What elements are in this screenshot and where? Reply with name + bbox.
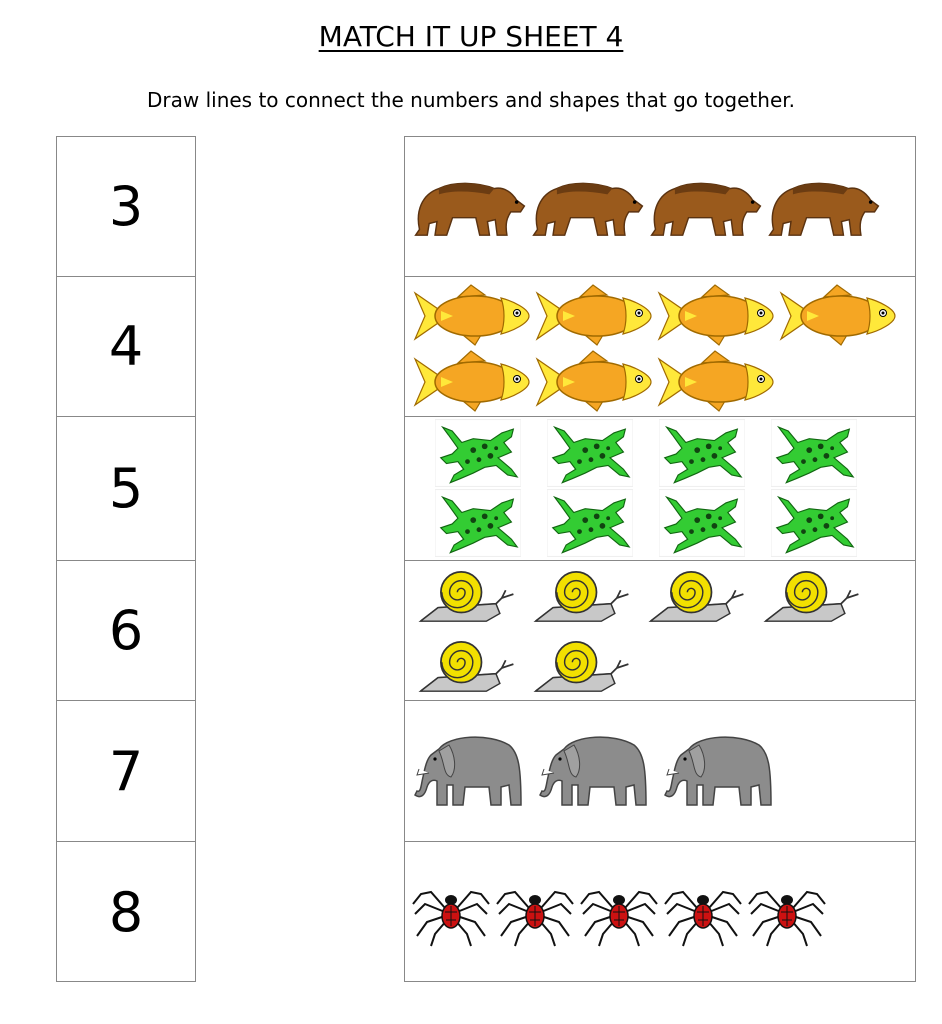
frog-icon (659, 419, 745, 491)
instructions: Draw lines to connect the numbers and shapes that go together. (146, 88, 796, 112)
number-cell[interactable]: 8 (108, 881, 144, 944)
number-cell[interactable]: 6 (57, 561, 195, 701)
snail-icon (762, 569, 862, 631)
picture-cell[interactable] (405, 701, 915, 842)
worksheet-title: MATCH IT UP SHEET 4 (318, 20, 624, 53)
spider-icon (411, 878, 491, 952)
snail-icon (647, 569, 747, 631)
frog-icon (547, 419, 633, 491)
bear-icon (765, 173, 883, 245)
snail-icon (417, 639, 517, 701)
elephant-icon (409, 729, 529, 817)
fish-icon (535, 349, 655, 417)
frog-icon (771, 489, 857, 561)
spider-icon (495, 878, 575, 952)
snail-icon (532, 569, 632, 631)
picture-cell[interactable] (405, 561, 915, 701)
picture-cell[interactable] (405, 277, 915, 417)
bear-icon (647, 173, 765, 245)
picture-cell[interactable] (405, 137, 915, 277)
pictures-column (404, 136, 916, 982)
fish-icon (779, 283, 899, 351)
fish-icon (413, 349, 533, 417)
frog-icon (547, 489, 633, 561)
fish-icon (413, 283, 533, 351)
fish-icon (657, 283, 777, 351)
bear-icon (529, 173, 647, 245)
frog-icon (771, 419, 857, 491)
frog-icon (659, 489, 745, 561)
picture-cell[interactable] (405, 417, 915, 561)
spider-icon (747, 878, 827, 952)
elephant-icon (659, 729, 779, 817)
frog-icon (435, 419, 521, 491)
picture-cell[interactable] (405, 842, 915, 983)
spider-icon (579, 878, 659, 952)
number-cell[interactable]: 3 (57, 137, 195, 277)
fish-icon (657, 349, 777, 417)
snail-icon (417, 569, 517, 631)
spider-icon (663, 878, 743, 952)
frog-icon (435, 489, 521, 561)
number-cell[interactable]: 5 (57, 417, 195, 561)
number-cell[interactable]: 4 (57, 277, 195, 417)
numbers-column (56, 136, 196, 982)
fish-icon (535, 283, 655, 351)
snail-icon (532, 639, 632, 701)
elephant-icon (534, 729, 654, 817)
number-cell[interactable]: 7 (57, 701, 195, 842)
bear-icon (411, 173, 529, 245)
